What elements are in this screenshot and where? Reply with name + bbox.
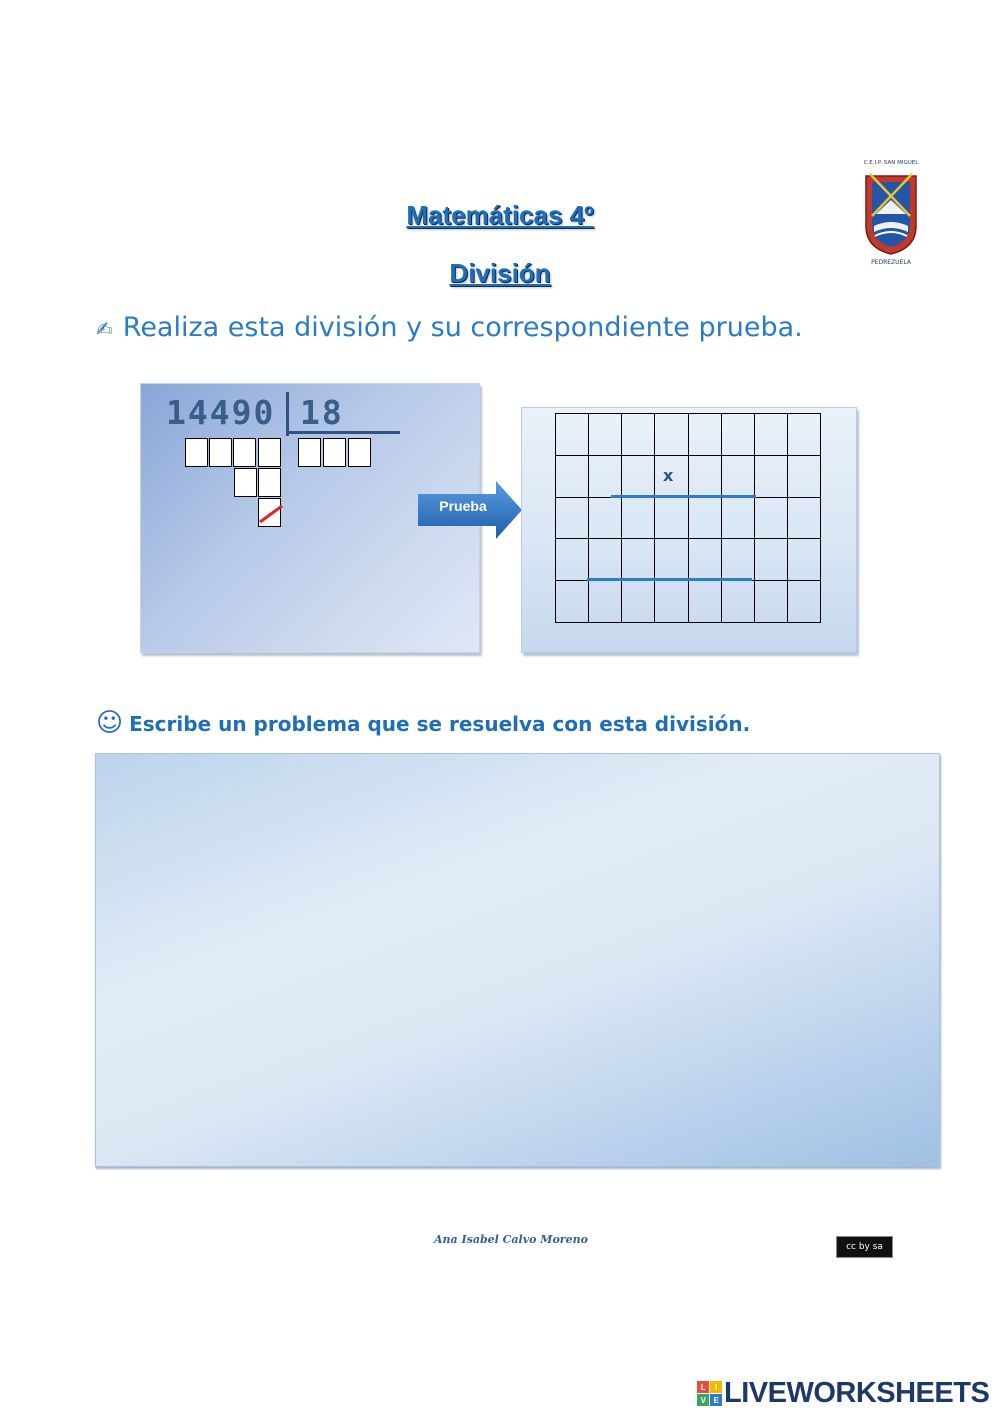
- grid-cell[interactable]: [622, 498, 655, 540]
- cc-license-text: cc by sa: [846, 1242, 883, 1252]
- grid-cell[interactable]: [755, 539, 788, 581]
- grid-cell[interactable]: [689, 498, 722, 540]
- instruction-2-text: Escribe un problema que se resuelva con esta división.: [129, 712, 751, 736]
- grid-cell[interactable]: [722, 498, 755, 540]
- brand-blocks-icon: L I V E: [697, 1381, 722, 1406]
- grid-cell[interactable]: [788, 498, 821, 540]
- grid-cell[interactable]: [788, 539, 821, 581]
- divisor: 18: [300, 393, 344, 432]
- grid-cell[interactable]: [655, 581, 688, 623]
- grid-cell[interactable]: [556, 581, 589, 623]
- grid-cell[interactable]: [722, 581, 755, 623]
- multiply-sign: x: [663, 466, 674, 485]
- grid-cell[interactable]: [556, 414, 589, 456]
- grid-cell[interactable]: [622, 539, 655, 581]
- problem-answer-box[interactable]: [95, 753, 940, 1167]
- division-vertical-bar: [286, 392, 289, 436]
- instruction-1: [96, 312, 803, 343]
- grid-cell[interactable]: [556, 456, 589, 498]
- proof-line-sum: [587, 578, 752, 581]
- grid-cell[interactable]: [755, 581, 788, 623]
- grid-cell[interactable]: [589, 539, 622, 581]
- arrow-label: Prueba: [439, 498, 487, 514]
- grid-cell[interactable]: [788, 456, 821, 498]
- instruction-2: [96, 708, 750, 738]
- grid-cell[interactable]: [788, 581, 821, 623]
- grid-cell[interactable]: [589, 414, 622, 456]
- grid-cell[interactable]: [722, 414, 755, 456]
- remainder-cell[interactable]: [234, 468, 257, 497]
- quotient-cell[interactable]: [348, 438, 371, 467]
- remainder-cell[interactable]: [185, 438, 208, 467]
- grid-cell[interactable]: [755, 498, 788, 540]
- grid-cell[interactable]: [722, 539, 755, 581]
- grid-cell[interactable]: [655, 539, 688, 581]
- page-title: Matemáticas 4º: [406, 200, 594, 230]
- logo-bottom-text: PEDREZUELA: [871, 259, 911, 266]
- grid-cell[interactable]: [622, 581, 655, 623]
- page-subtitle: División: [449, 258, 551, 288]
- quotient-cell[interactable]: [298, 438, 321, 467]
- grid-cell[interactable]: [589, 456, 622, 498]
- grid-cell[interactable]: [589, 498, 622, 540]
- grid-cell[interactable]: [689, 539, 722, 581]
- grid-cell[interactable]: [722, 456, 755, 498]
- remainder-cell[interactable]: [258, 468, 281, 497]
- grid-cell[interactable]: [622, 414, 655, 456]
- logo-top-text: C.E.I.P. SAN MIGUEL: [863, 160, 919, 166]
- grid-cell[interactable]: [755, 414, 788, 456]
- cc-license-badge: [836, 1236, 893, 1258]
- proof-line-product: [611, 495, 756, 498]
- smiley-icon: ☺: [96, 708, 124, 738]
- grid-cell[interactable]: [655, 498, 688, 540]
- pencil-icon: ✍: [96, 317, 113, 341]
- instruction-1-text: Realiza esta división y su correspondiente prueba.: [122, 312, 803, 343]
- dividend: 14490: [166, 393, 276, 432]
- grid-cell[interactable]: [556, 539, 589, 581]
- proof-grid: [555, 413, 821, 623]
- grid-cell[interactable]: [556, 498, 589, 540]
- remainder-cell[interactable]: [258, 438, 281, 467]
- quotient-cell[interactable]: [323, 438, 346, 467]
- grid-cell[interactable]: [689, 581, 722, 623]
- remainder-mark: [258, 498, 283, 528]
- grid-cell[interactable]: [689, 456, 722, 498]
- author-name: Ana Isabel Calvo Moreno: [434, 1233, 588, 1246]
- remainder-cell[interactable]: [233, 438, 256, 467]
- remainder-cell[interactable]: [209, 438, 232, 467]
- grid-cell[interactable]: [655, 414, 688, 456]
- brand-text: LIVEWORKSHEETS: [724, 1377, 990, 1409]
- grid-cell[interactable]: [788, 414, 821, 456]
- liveworksheets-logo: [697, 1377, 989, 1410]
- grid-cell[interactable]: [589, 581, 622, 623]
- grid-cell[interactable]: [755, 456, 788, 498]
- grid-cell[interactable]: [689, 414, 722, 456]
- grid-cell[interactable]: [622, 456, 655, 498]
